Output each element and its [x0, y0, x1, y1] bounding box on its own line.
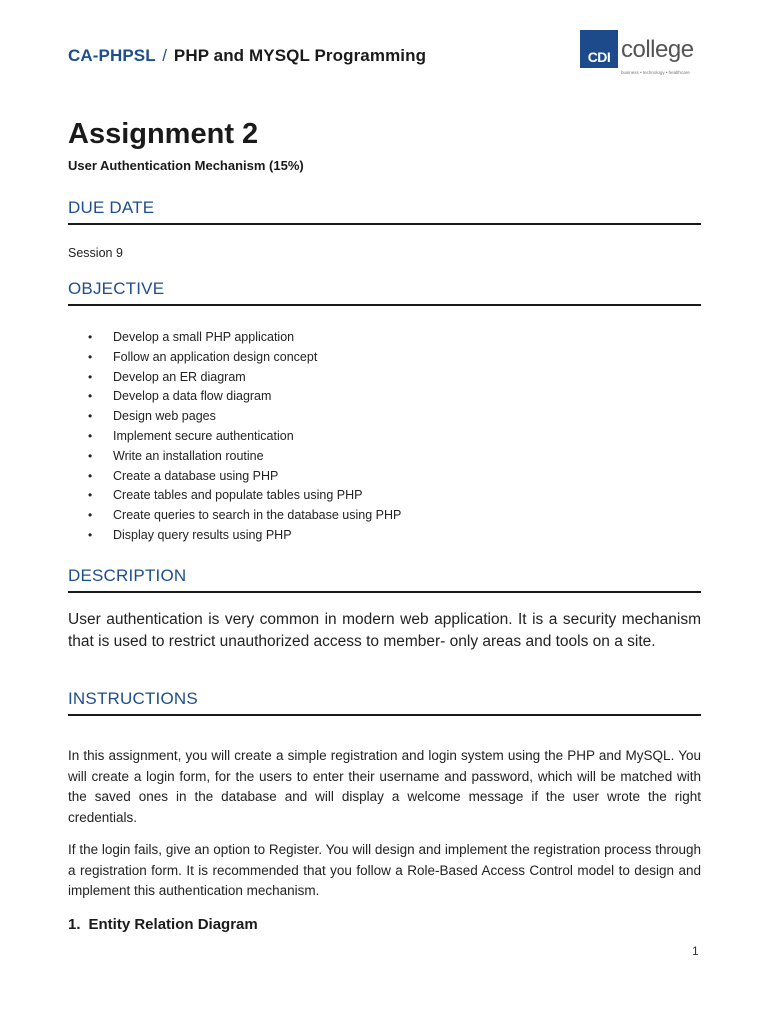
- description-text: User authentication is very common in modern web application. It is a security mechanism that is used to restrict unauthorized access to member- only areas and tools on a site.: [68, 611, 701, 650]
- numbered-heading-text: Entity Relation Diagram: [88, 916, 258, 933]
- list-item: • Design web pages: [68, 407, 401, 427]
- list-item: • Develop an ER diagram: [68, 368, 401, 388]
- list-item: • Develop a small PHP application: [68, 328, 401, 348]
- numbered-heading-number: 1.: [68, 916, 81, 933]
- assignment-title: Assignment 2: [68, 118, 259, 150]
- list-item: • Create a database using PHP: [68, 467, 401, 487]
- due-date-text: Session 9: [68, 246, 123, 260]
- list-item: • Display query results using PHP: [68, 526, 401, 546]
- objective-heading: OBJECTIVE: [68, 279, 701, 306]
- due-date-heading: DUE DATE: [68, 198, 701, 225]
- list-item: • Write an installation routine: [68, 447, 401, 467]
- list-item: • Create tables and populate tables using PHP: [68, 486, 401, 506]
- list-item: • Develop a data flow diagram: [68, 387, 401, 407]
- cdi-college-logo: [580, 30, 700, 80]
- instructions-heading: INSTRUCTIONS: [68, 689, 701, 716]
- list-item: • Create queries to search in the database using PHP: [68, 506, 401, 526]
- instructions-paragraph-2: If the login fails, give an option to Register. You will design and implement the registration process through a registration form. It is recommended that you follow a Role-Based Access Control model to design and implement this authentication mechanism.: [68, 842, 701, 898]
- course-header: [68, 46, 426, 66]
- logo-word: college: [621, 36, 694, 63]
- header-separator: /: [162, 46, 168, 65]
- list-item: • Follow an application design concept: [68, 348, 401, 368]
- course-name: PHP and MYSQL Programming: [173, 46, 427, 65]
- logo-tagline: business • technology • healthcare: [621, 70, 690, 75]
- course-code: CA-PHPSL: [68, 46, 156, 65]
- instructions-paragraph-1: In this assignment, you will create a simple registration and login system using the PHP and MySQL. You will create a login form, for the users to enter their username and password, which will be matched with the saved ones in the database and will display a welcome message if the user wrote the right credentials.: [68, 748, 701, 825]
- page-number: 1: [692, 944, 699, 958]
- numbered-heading: [68, 916, 258, 933]
- objective-list: [68, 328, 401, 546]
- list-item: • Implement secure authentication: [68, 427, 401, 447]
- description-heading: DESCRIPTION: [68, 566, 701, 593]
- assignment-subtitle: User Authentication Mechanism (15%): [68, 158, 304, 173]
- logo-mark: CDI: [580, 30, 618, 68]
